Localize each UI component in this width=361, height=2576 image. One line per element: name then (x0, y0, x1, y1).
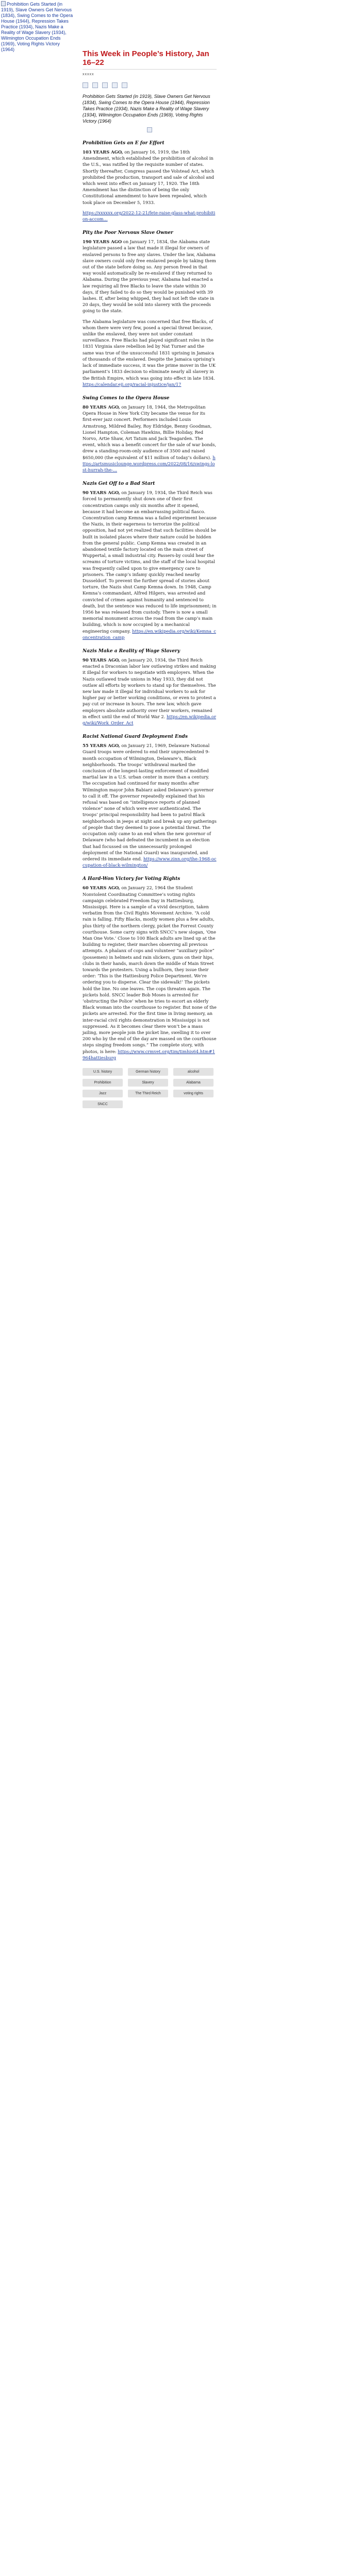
source-link[interactable]: https://www.zinn.org/the-1968-occupation-of-black-wilmington/ (83, 856, 217, 868)
section-heading: Swing Comes to the Opera House (83, 395, 170, 401)
section-heading: Pity the Poor Nervous Slave Owner (83, 230, 173, 236)
source-link[interactable]: https://artsmusiclounge.wordpress.com/2022/08/16/swings-lost-hurrah-the-... (83, 454, 216, 472)
tag[interactable]: alcohol (173, 1068, 214, 1076)
section-paragraph: The Alabama legislature was concerned that free Blacks, of whom there were very few, posed a special threat because, unlike the enslaved, they were not under constant surveillance. Free Blacks had played significant roles in the 1831 Virginia slave rebellion led by Nat Turner and the same was true of the unsuccessful 1831 uprising in Jamaica of thousands of the enslaved. Despite the Jamaica uprising’s lack of immediate success, it was the prime mover in the UK parliament’s 1833 decision to eliminate nearly all slavery in the British Empire, which was going into effect in late 1834. https://calendar.eji.org/racial-injustice/jan/17 (83, 318, 216, 387)
section-paragraph: 55 YEARS AGO, on January 21, 1969, Delaware National Guard troops were ordered to end their unprecedented 9-month occupation of Wilmington, Delaware’s, Black neighborhoods. The troops’ withdrawal marked the conclusion of the longest-lasting enforcement of modified martial law in a U.S. urban center in more than a century. The occupation had continued for many months after Wilmington mayor John Babiarz asked Delaware’s governor to call it off. The governor repeatedly explained that his refusal was based on “intelligence reports of planned violence” none of which were ever authenticated. The troops’ principal responsibility had been to patrol Black neighborhoods in jeeps at night and break up any gatherings of people that they deemed to pose a potential threat. The occupation only came to an end when the new governor of Delaware (who had defeated the incumbent in an election that had focussed on the unnecessarily prolonged deployment of the National Guard) was inaugurated, and ordered its immediate end. https://www.zinn.org/the-1968-occupation-of-black-wilmington/ (83, 743, 217, 868)
section-heading: Nazis Get Off to a Bad Start (83, 481, 155, 487)
source-link[interactable]: https://en.wikipedia.org/wiki/Kemna_concentration_camp (83, 628, 216, 640)
divider (83, 69, 217, 70)
source-link[interactable]: https://en.wikipedia.org/wiki/Work_Order_Act (83, 714, 216, 726)
tag[interactable]: German history (128, 1068, 168, 1076)
byline: xxxxx (83, 73, 94, 76)
broken-image-icon (1, 1, 6, 6)
tag[interactable]: The Third Reich (128, 1090, 168, 1097)
section-link-row (83, 210, 217, 222)
tag[interactable]: U.S. history (83, 1068, 123, 1076)
source-link[interactable]: https://xxxxxx.org/2022-12-21/fete-raise-glass-what-prohibition-accom... (83, 210, 216, 222)
section-paragraph: 80 YEARS AGO, on January 18, 1944, the Metropolitan Opera House in New York City became the venue for its first-ever jazz concert. Performers included Louis Armstrong, Mildred Bailey, Roy Eldridge, Benny Goodman, Lionel Hampton, Coleman Hawkins, Billie Holiday, Red Norvo, Artie Shaw, Art Tatum and Jack Teagarden. The event, which was a benefit concert for the sale of war bonds, drew a standing-room-only audience of 3500 and raised $650,000 (the equivalent of $11 million of today’s dollars). https://artsmusiclounge.wordpress.com/2022/08/16/swings-lost-hurrah-the-... (83, 404, 217, 472)
section-heading: Racist National Guard Deployment Ends (83, 734, 188, 740)
tag[interactable]: Slavery (128, 1079, 168, 1087)
article-image-icon (147, 127, 152, 132)
tag[interactable]: Jazz (83, 1090, 123, 1097)
source-link[interactable]: https://calendar.eji.org/racial-injustice/jan/17 (83, 381, 182, 387)
section-heading: Prohibition Gets an E for Effort (83, 141, 165, 146)
share-twitter-icon[interactable] (92, 82, 98, 88)
section-paragraph: 190 YEARS AGO on January 17, 1834, the Alabama state legislature passed a law that made it illegal for owners of enslaved persons to free any slaves. Under the law, Alabama slave owners could only free enslaved people by taking them out of the state before doing so. Any person freed in that way would automatically be re-enslaved if they returned to Alabama. During the previous year, Alabama had enacted a law requiring all free Blacks to leave the state within 30 days, if they failed to do so they would be punished with 39 lashes. If, after being whipped, they had not left the state in 20 days, they would be sold into slavery with the proceeds going to the state. (83, 239, 216, 314)
header-image-alt: Prohibition Gets Started (in 1919), Slave Owners Get Nervous (1834), Swing Comes to the Opera House (1944), Repression Takes Practice (1934), Nazis Make a Reality of Wage Slavery (1934), Wilmington Occupation Ends (1969), Voting Rights Victory (1964) (1, 2, 73, 52)
tag[interactable]: voting rights (173, 1090, 214, 1097)
article-column (83, 0, 217, 1108)
section-heading: A Hard-Won Victory for Voting Rights (83, 876, 180, 882)
share-print-icon[interactable] (122, 82, 127, 88)
tag[interactable]: Alabama (173, 1079, 214, 1087)
section-paragraph: 90 YEARS AGO, on January 20, 1934, the Third Reich enacted a Draconian labor law outlawing strikes and making it illegal for workers to negotiate with employers. When the Nazis outlawed trade unions in May 1933, they did not outlaw all efforts by workers to stand up for themselves. The new law made it illegal for individual workers to ask for higher pay or better working conditions, or even to protest a pay cut or increase in hours. The new law, which gave employers absolute authority over their workers, remained in effect until the end of World War 2. https://en.wikipedia.org/wiki/Work_Order_Act (83, 657, 216, 726)
share-row (83, 82, 217, 88)
section-heading: Nazis Make a Reality of Wage Slavery (83, 649, 180, 654)
tag[interactable]: SNCC (83, 1100, 123, 1108)
share-facebook-icon[interactable] (83, 82, 88, 88)
page-title: This Week in People’s History, Jan 16–22 (83, 49, 209, 67)
share-link-icon[interactable] (112, 82, 118, 88)
section-paragraph: 60 YEARS AGO, on January 22, 1964 the Student Nonviolent Coordinating Committee’s voting rights campaign celebrated Freedom Day in Hattiesburg, Mississippi. Here is a sample of a vivid description, taken verbatim from the Civil Rights Movement Archive. “A cold rain is falling. Fifty Blacks, mostly women plus a few adults, plus thirty of the northern clergy, picket the Forrest County courthouse. Some carry signs with SNCC’s new slogan, ‘One Man One Vote.’ Close to 100 Black adults are lined up at the building to register, their marches observing all previous attempts. A phalanx of cops and volunteer “auxiliary police” (possemen) in helmets and rain slickers, guns on their hips, clubs in their hands, march down the middle of Main Street towards the protesters. Using a bullhorn, they issue their order: ‘This is the Hattiesburg Police Department. We’re ordering you to disperse. Clear the sidewalk!’ The pickets hold the line. No one leaves. The cops threaten again. The pickets hold. SNCC leader Bob Moses is arrested for ‘obstructing the Police’ when he tries to escort an elderly Black woman into the courthouse to register. But none of the pickets are arrested. For the first time in living memory, an inter-racial civil rights demonstration in Mississippi is not suppressed. As it becomes clear there won’t be a mass jailing, more people join the picket line, swelling it to over 200 who by the end of the day are massed on the courthouse steps singing freedom songs.” The complete story, with photos, is here: https://www.crmvet.org/tim/timhis64.htm#1964hattiesburg (83, 885, 217, 1060)
section-paragraph: 103 YEARS AGO, on January 16, 1919, the 18th Amendment, which established the prohibition of alcohol in the U.S., was ratified by the requisite number of states. Shortly thereafter, Congress passed the Volstead Act, which prohibited the production, transport and sale of alcohol and which went into effect on January 17, 1920. The 18th Amendment has the distinction of being the only Constitutional amendment to have been repealed, which took place on December 5, 1933. (83, 149, 215, 205)
tag[interactable]: Prohibition (83, 1079, 123, 1087)
tag-list (83, 1068, 217, 1108)
intro-summary: Prohibition Gets Started (in 1919), Slave Owners Get Nervous (1834), Swing Comes to the Opera House (1944), Repression Takes Practice (1934), Nazis Make a Reality of Wage Slavery (1934), Wilmington Occupation Ends (1969), Voting Rights Victory (1964) (83, 94, 210, 124)
section-paragraph: 90 YEARS AGO, on January 19, 1934, the Third Reich was forced to permanently shut down one of their first concentration camps only six months after it opened, because it had become an embarrassing political fiasco. Concentration camp Kemna was a failed experiment because the Nazis, in their eagerness to terrorize the political opposition, had not yet realized that such facilities should be built in isolated places where their nature could be hidden from the general public. Camp Kemna was created in an abandoned textile factory located on the main street of Wuppertal, a small industrial city. Passers-by could hear the screams of torture victims, and the staff of the local hospital was frequently called upon to give emergency care to prisoners. The camp’s infamy quickly reached nearby Dusseldorf. To prevent the further spread of stories about torture, the Nazis shut Camp Kemna down. In 1948, Camp Kemna’s commandant, Alfred Hilgers, was arrested and convicted of crimes against humanity and sentenced to death, but the sentence was reduced to life imprisonment; in 1956 he was released from custody. There is now a small memorial monument across the road from the camp’s main building, which is now occupied by a mechanical engineering company. https://en.wikipedia.org/wiki/Kemna_concentration_camp (83, 490, 217, 640)
share-email-icon[interactable] (102, 82, 108, 88)
source-link[interactable]: https://www.crmvet.org/tim/timhis64.htm#1964hattiesburg (83, 1048, 215, 1060)
